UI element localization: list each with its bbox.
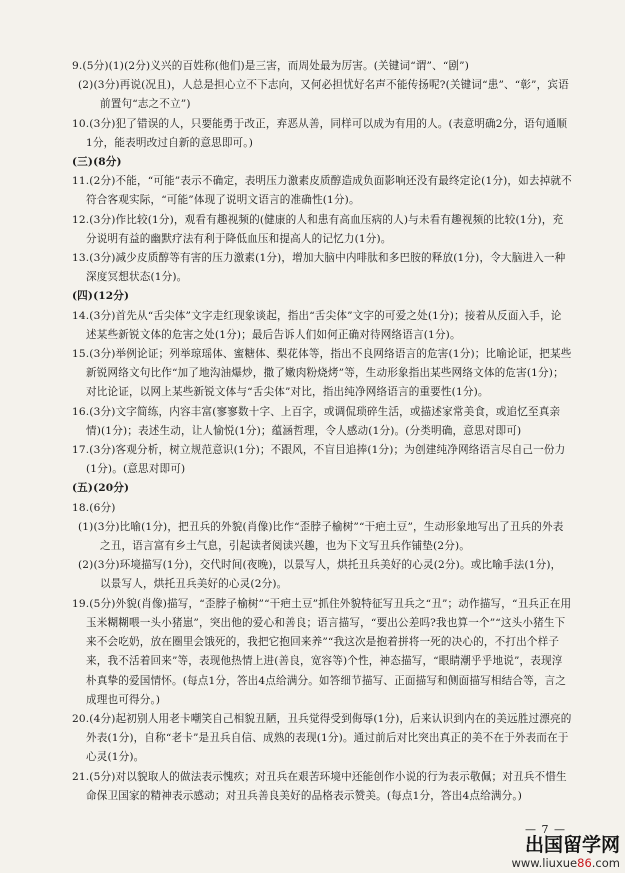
site-watermark — [480, 834, 620, 870]
watermark-title: 出国留学网 — [524, 834, 620, 856]
answer-q18-part1: (1)(3分)比喻(1分)，把丑兵的外貌(肖像)比作“歪脖子榆树”“干疤土豆”，生动形象地写出了丑兵的外表之丑，语言富有乡土气息，引起读者阅读兴趣，也为下文写丑兵作铺垫(2分)。 — [78, 520, 564, 553]
page-number: — 7 — — [525, 823, 566, 836]
answer-q21: 21.(5分)对以貌取人的做法表示愧疚；对丑兵在艰苦环境中还能创作小说的行为表示敬佩；对丑兵不惜生命保卫国家的精神表示感动；对丑兵善良美好的品格表示赞美。(每点1分，答出4点给满分。) — [72, 770, 567, 802]
answer-q11: 11.(2分)不能，“可能”表示不确定，表明压力激素皮质醇造成负面影响还没有最终定论(1分)，如去掉就不符合客观实际，“可能”体现了说明文语言的准确性(1分)。 — [72, 175, 572, 207]
section-3-heading: (三)(8分) — [72, 156, 122, 169]
watermark-url-suffix: .com — [591, 856, 620, 870]
watermark-url — [480, 856, 620, 870]
answer-q9-part1: 9.(5分)(1)(2分)义兴的百姓称(他们)是三害，而周处最为厉害。(关键词“谓”、“剧”) — [72, 60, 469, 72]
answer-q10: 10.(3分)犯了错误的人，只要能勇于改正，弃恶从善，同样可以成为有用的人。(表意明确2分，语句通顺1分，能表明改过自新的意思即可。) — [72, 117, 568, 149]
watermark-url-number: 86 — [577, 856, 592, 870]
answer-key-body — [72, 57, 572, 806]
answer-q13: 13.(3分)减少皮质醇等有害的压力激素(1分)，增加大脑中内啡肽和多巴胺的释放(1分)，令大脑进入一种深度冥想状态(1分)。 — [72, 252, 566, 284]
answer-q15: 15.(3分)举例论证；列举琼瑶体、蜜糖体、梨花体等，指出不良网络语言的危害(1分)；比喻论证，把某些新锐网络文句比作“加了地沟油爆炒，撒了嫩肉粉烧烤”等，生动形象指出某些网络文体的危害(1分)；对比论证，以网上某些新锐文体与“舌尖体”对比，指出纯净网络语言的重要性(1分)。 — [72, 348, 572, 399]
answer-q12: 12.(3分)作比较(1分)，观看有趣视频的(健康的人和患有高血压病的人)与未看有趣视频的比较(1分)，充分说明有益的幽默疗法有利于降低血压和提高人的记忆力(1分)。 — [72, 213, 564, 245]
section-5-heading: (五)(20分) — [72, 482, 130, 495]
answer-q18-heading: 18.(6分) — [72, 501, 116, 514]
section-4-heading: (四)(12分) — [72, 290, 130, 303]
answer-q9-part2: (2)(3分)再说(况且)，人总是担心立不下志向，又何必担忧好名声不能传扬呢?(关键词“患”、“彰”，宾语前置句“志之不立”) — [78, 79, 569, 111]
answer-q19: 19.(5分)外貌(肖像)描写，“歪脖子榆树”“干疤土豆”抓住外貌特征写丑兵之“丑”；动作描写，“丑兵正在用玉米糊糊喂一头小猪崽”，突出他的爱心和善良；语言描写，“要出公差吗?我也算一个”“这头小猪生下来不会吃奶，放在圈里会饿死的，我把它抱回来养”“我这次是抱着拼将一死的决心的，不打出个样子来，我不活着回来”等，表现他热情上进(善良，宽容等)个性，神态描写，“眼睛潮乎乎地说”，表现淳朴真挚的爱国情怀。(每点1分，答出4点给满分。如答细节描写、正面描写和侧面描写相结合等，言之成理也可得分。) — [72, 597, 572, 706]
answer-q16: 16.(3分)文字简练，内容丰富(寥寥数十字、上百字，或调侃琐碎生活，或描述家常美食，或追忆至真亲情)(1分)；表述生动，让人愉悦(1分)；蕴涵哲理，令人感动(1分)。(分类明确，意思对即可) — [72, 405, 561, 437]
answer-q18-part2: (2)(3分)环境描写(1分)，交代时间(夜晚)，以景写人，烘托丑兵美好的心灵(2分)。或比喻手法(1分)，以景写人，烘托丑兵美好的心灵(2分)。 — [78, 559, 562, 591]
answer-q20: 20.(4分)起初别人用老卡嘲笑自己相貌丑陋，丑兵觉得受到侮辱(1分)，后来认识到内在的美远胜过漂亮的外表(1分)，自称“老卡”是丑兵自信、成熟的表现(1分)。通过前后对比突出真正的美不在于外表而在于心灵(1分)。 — [72, 712, 572, 764]
watermark-url-prefix: www.liuxue — [511, 856, 578, 870]
answer-q14: 14.(3分)首先从“舌尖体”文字走红现象谈起，指出“舌尖体”文字的可爱之处(1分)；接着从反面入手，论述某些新锐文体的危害之处(1分)；最后告诉人们如何正确对待网络语言(1分)。 — [72, 309, 562, 341]
answer-q17: 17.(3分)客观分析，树立规范意识(1分)；不跟风，不盲目追捧(1分)；为创建纯净网络语言尽自己一份力(1分)。(意思对即可) — [72, 444, 566, 476]
